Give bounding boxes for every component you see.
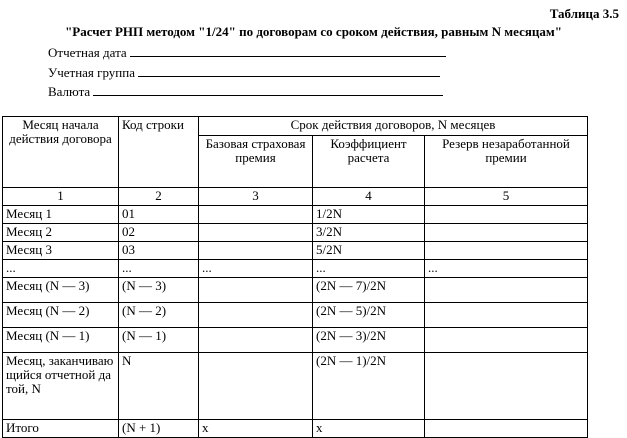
reserve-cell: ... [425, 260, 588, 278]
table-row [3, 260, 588, 278]
base-premium-cell [199, 328, 313, 353]
accounting-group-field [48, 65, 440, 81]
coefficient-cell: 5/2N [313, 242, 425, 260]
reserve-cell [425, 242, 588, 260]
coefficient-cell: (2N — 5)/2N [313, 303, 425, 328]
base-premium-cell [199, 242, 313, 260]
table-number: Таблица 3.5 [549, 6, 619, 21]
table-row [3, 303, 588, 328]
currency-label: Валюта [48, 84, 91, 99]
column-number-row [3, 188, 588, 206]
header-row-1 [3, 117, 588, 136]
code-cell: (N + 1) [119, 420, 199, 438]
column-number: 3 [199, 188, 313, 206]
base-premium-cell [199, 303, 313, 328]
month-cell: Месяц (N — 1) [3, 328, 119, 353]
coefficient-cell: х [313, 420, 425, 438]
reserve-cell [425, 206, 588, 224]
base-premium-cell [199, 278, 313, 303]
coefficient-cell: 3/2N [313, 224, 425, 242]
month-cell: Месяц (N — 2) [3, 303, 119, 328]
code-cell: (N — 2) [119, 303, 199, 328]
header-base-premium: Базовая страховая премия [199, 136, 313, 188]
header-month-start: Месяц начала действия договора [3, 117, 119, 188]
coefficient-cell: 1/2N [313, 206, 425, 224]
code-cell: (N — 1) [119, 328, 199, 353]
reserve-cell [425, 353, 588, 420]
report-date-field [48, 45, 446, 61]
accounting-group-blank-line [138, 65, 440, 77]
coefficient-cell: ... [313, 260, 425, 278]
table-row [3, 328, 588, 353]
month-cell: ... [3, 260, 119, 278]
base-premium-cell: х [199, 420, 313, 438]
code-cell: (N — 3) [119, 278, 199, 303]
code-cell: 01 [119, 206, 199, 224]
coefficient-cell: (2N — 7)/2N [313, 278, 425, 303]
month-cell: Месяц 3 [3, 242, 119, 260]
code-cell: ... [119, 260, 199, 278]
code-cell: 02 [119, 224, 199, 242]
header-row-code: Код строки [119, 117, 199, 188]
base-premium-cell [199, 206, 313, 224]
reserve-cell [425, 420, 588, 438]
header-coefficient: Коэффициент расчета [313, 136, 425, 188]
table-row [3, 206, 588, 224]
column-number: 1 [3, 188, 119, 206]
header-reserve: Резерв незаработанной премии [425, 136, 588, 188]
table-row [3, 242, 588, 260]
table-row [3, 224, 588, 242]
coefficient-cell: (2N — 1)/2N [313, 353, 425, 420]
base-premium-cell [199, 224, 313, 242]
column-number: 5 [425, 188, 588, 206]
rnp-calculation-table [2, 116, 588, 438]
code-cell: N [119, 353, 199, 420]
accounting-group-label: Учетная группа [48, 65, 135, 80]
document-title: "Расчет РНП методом "1/24" по договорам со сроком действия, равным N месяцам" [65, 24, 562, 39]
total-label-cell: Итого [3, 420, 119, 438]
table-row [3, 278, 588, 303]
report-date-blank-line [130, 45, 446, 57]
reserve-cell [425, 328, 588, 353]
header-term-group: Срок действия договоров, N месяцев [199, 117, 588, 136]
month-cell: Месяц 2 [3, 224, 119, 242]
month-cell: Месяц (N — 3) [3, 278, 119, 303]
month-cell: Месяц, заканчивающийся отчетной датой, N [3, 353, 119, 420]
reserve-cell [425, 224, 588, 242]
month-cell: Месяц 1 [3, 206, 119, 224]
coefficient-cell: (2N — 3)/2N [313, 328, 425, 353]
base-premium-cell [199, 353, 313, 420]
report-date-label: Отчетная дата [48, 45, 127, 60]
reserve-cell [425, 278, 588, 303]
currency-blank-line [93, 84, 443, 96]
total-row [3, 420, 588, 438]
column-number: 2 [119, 188, 199, 206]
column-number: 4 [313, 188, 425, 206]
currency-field [48, 84, 443, 100]
table-row [3, 353, 588, 420]
code-cell: 03 [119, 242, 199, 260]
reserve-cell [425, 303, 588, 328]
base-premium-cell: ... [199, 260, 313, 278]
